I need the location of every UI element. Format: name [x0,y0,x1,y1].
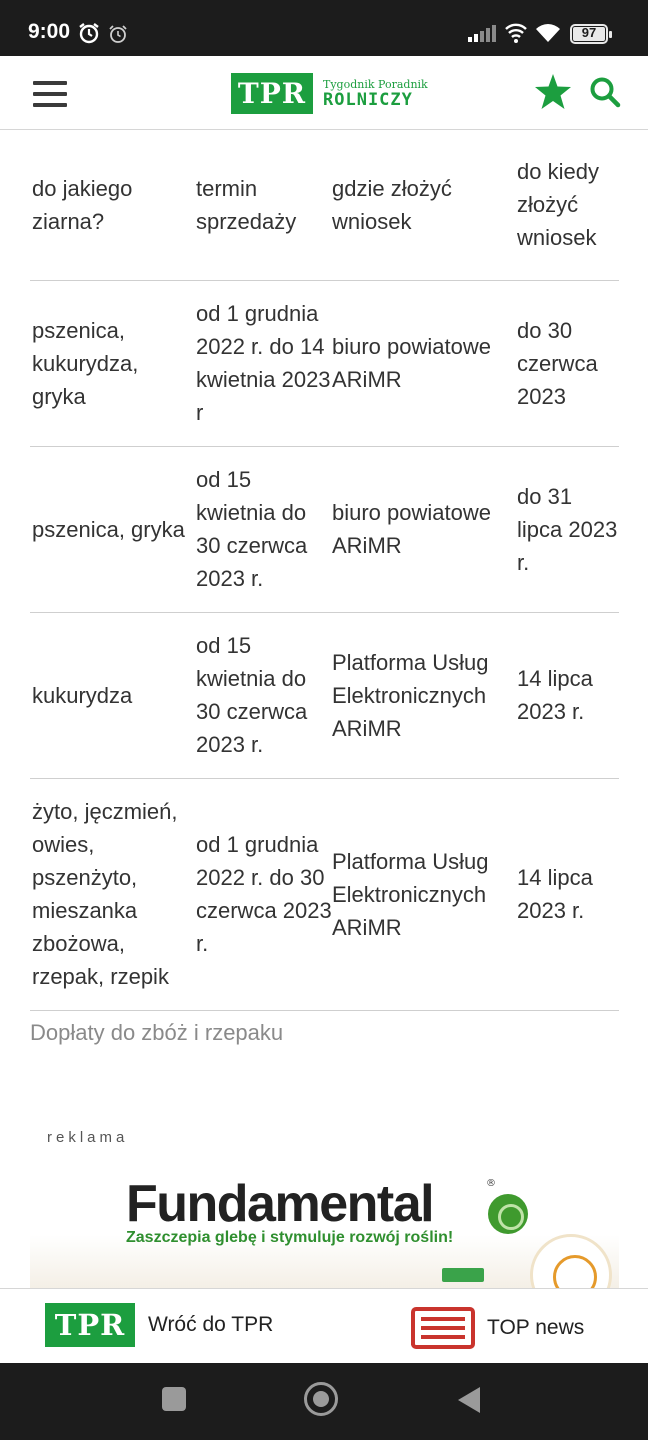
ad-label: reklama [47,1129,129,1146]
app-header [0,56,648,130]
table-cell: 14 lipca 2023 r. [517,666,593,724]
menu-icon[interactable] [33,81,67,107]
table-header-cell: do kiedy złożyć wniosek [517,159,599,251]
table-cell: Platforma Usług Elektronicznych ARiMR [332,848,489,940]
table-cell: do 30 czerwca 2023 [517,317,598,409]
search-icon[interactable] [589,76,621,112]
star-icon[interactable] [534,73,572,115]
ad-banner[interactable] [30,1170,619,1288]
subsidy-table [30,130,619,1011]
table-row [30,778,619,1010]
back-icon[interactable] [458,1387,480,1413]
table-row [30,446,619,612]
table-cell: od 15 kwietnia do 30 czerwca 2023 r. [196,467,308,591]
product-bag-icon [442,1268,484,1282]
table-row [30,280,619,446]
battery-level: 97 [581,25,597,40]
table-row [30,612,619,778]
table-cell: biuro powiatowe ARiMR [332,334,491,392]
newspaper-icon[interactable] [411,1307,475,1353]
table-cell: pszenica, gryka [32,516,185,542]
alarm-icon [78,22,100,48]
table-cell: do 31 lipca 2023 r. [517,483,618,575]
alarm-outline-icon [108,24,128,48]
home-icon[interactable] [304,1382,338,1416]
ad-tagline: Zaszczepia glebę i stymuluje rozwój roślin! [126,1229,454,1246]
certificate-badge-icon [530,1234,612,1288]
table-cell: od 1 grudnia 2022 r. do 30 czerwca 2023 r. [196,832,332,956]
signal-icon [468,24,498,46]
table-cell: od 15 kwietnia do 30 czerwca 2023 r. [196,633,308,757]
top-news-link[interactable]: TOP news [487,1316,585,1339]
back-to-tpr-link[interactable]: Wróć do TPR [148,1313,274,1336]
table-cell: biuro powiatowe ARiMR [332,500,491,558]
status-bar [0,0,648,56]
ad-title: Fundamental [126,1175,434,1233]
article-table-container [30,130,619,1011]
table-cell: pszenica, kukurydza, gryka [32,317,139,409]
table-caption: Dopłaty do zbóż i rzepaku [30,1020,284,1045]
logo-title: ROLNICZY [323,90,413,110]
logo-subtitle: Tygodnik Poradnik [323,78,428,91]
bottom-bar [0,1288,648,1363]
table-cell: Platforma Usług Elektronicznych ARiMR [332,649,489,741]
table-cell: od 1 grudnia 2022 r. do 14 kwietnia 2023 r [196,301,331,425]
wifi-call-icon [504,22,528,48]
wifi-icon [535,22,561,48]
recents-icon[interactable] [162,1387,186,1411]
table-cell: 14 lipca 2023 r. [517,865,593,923]
tpr-logo[interactable]: TPR [231,73,313,114]
leaf-logo-icon [488,1194,528,1234]
table-header-cell: gdzie złożyć wniosek [332,175,452,234]
table-header-cell: termin sprzedaży [196,175,297,234]
ad-registered-mark: ® [486,1178,496,1189]
tpr-home-logo[interactable]: TPR [45,1303,135,1347]
table-cell: kukurydza [32,682,133,708]
system-nav-bar [0,1363,648,1440]
battery-icon [570,24,608,44]
table-header-cell: do jakiego ziarna? [32,175,133,234]
table-cell: żyto, jęczmień, owies, pszenżyto, mieszanka zbożowa, rzepak, rzepik [32,799,178,989]
status-time: 9:00 [28,20,71,43]
table-header-row [30,130,619,280]
